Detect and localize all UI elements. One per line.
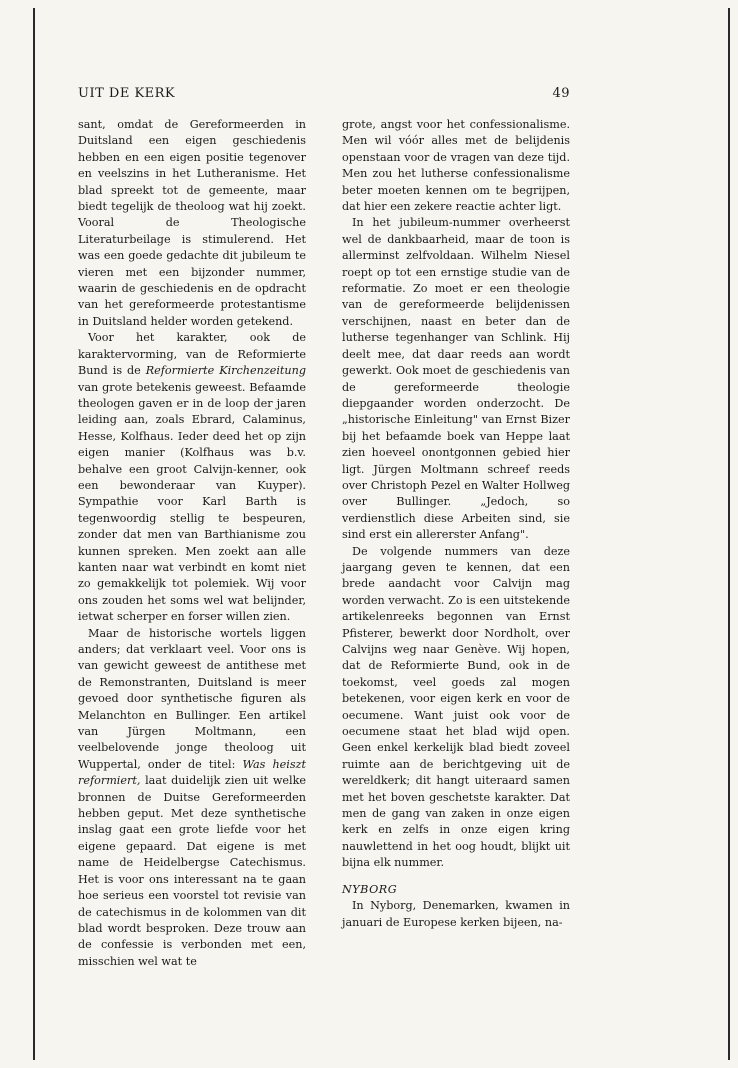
left-column <box>78 117 306 970</box>
text-run: Voor het karakter, ook de karaktervorming, van de Reformierte Bund is de <box>78 331 306 378</box>
text-run: Maar de historische wortels liggen anders; dat verklaart veel. Voor ons is van gewicht geweest de antithese met de Remonstranten, Duitsland is meer gevoed door synthetische figuren als Melanchton en Bullinger. Een artikel van Jürgen Moltmann, een veelbelovende jonge theoloog uit Wuppertal, onder de titel: <box>78 626 306 771</box>
italic-title: Was heiszt reformiert, <box>78 757 306 788</box>
page-number: 49 <box>552 86 570 101</box>
left-paragraph-1 <box>78 117 306 330</box>
running-title: UIT DE KERK <box>78 86 176 101</box>
right-paragraph-4: In Nyborg, Denemarken, kwamen in januari de Europese kerken bijeen, na- <box>342 899 570 929</box>
right-edge-line <box>728 8 730 1060</box>
text-run: laat duidelijk zien uit welke bronnen de Duitse Gereformeerden hebben geput. Met deze synthetische inslag gaat een grote liefde voor het eigene gepaard. Dat eigene is met name de Heidelbergse Catechismus. Het is voor ons interessant na te gaan hoe serieus een voorstel tot revisie van de catechismus in de kolommen van dit blad wordt besproken. Deze trouw aan de confessie is verbonden met een, misschien wel wat te <box>78 774 306 968</box>
italic-title: Reformierte Kirchenzeitung <box>145 364 306 378</box>
text-run: sant, omdat de Gereformeerden in Duitsland een eigen geschiedenis hebben en een eigen positie tegenover en veelszins in het Lutheranisme. Het blad spreekt tot de gemeente, maar biedt tegelijk de theoloog wat hij zoekt. Vooral de Theologische Literaturbeilage is stimulerend. Het was een goede gedachte dit jubileum te vieren met een bijzonder nummer, waarin de geschiedenis en de opdracht van het gereformeerde protestantisme in Duitsland helder worden getekend. <box>78 118 306 328</box>
left-edge-line <box>33 8 35 1060</box>
text-run: van grote betekenis geweest. Befaamde theologen gaven er in de loop der jaren leiding aan, zoals Ebrard, Calaminus, Hesse, Kolfhaus. Ieder deed het op zijn eigen manier (Kolfhaus was b.v. behalve een groot Calvijn-kenner, ook een bewonderaar van Kuyper). Sympathie voor Karl Barth is tegenwoordig stellig te bespeuren, zonder dat men van Barthianisme zou kunnen spreken. Men zoekt aan alle kanten naar wat verbindt en komt niet zo gemakkelijk tot polemiek. Wij voor ons zouden het soms wel wat belijnder, ietwat scherper en forser willen zien. <box>78 380 306 624</box>
right-paragraph-1: grote, angst voor het confessionalisme. Men wil vóór alles met de belijdenis openstaan voor de vragen van deze tijd. Men zou het lutherse confessionalisme beter moeten kennen om te begrijpen, dat hier een zekere reactie achter ligt. <box>342 118 570 214</box>
right-paragraph-3: De volgende nummers van deze jaargang geven te kennen, dat een brede aandacht voor Calvijn mag worden verwacht. Zo is een uitstekende artikelenreeks begonnen van Ernst Pfisterer, bewerkt door Nordholt, over Calvijns weg naar Genève. Wij hopen, dat de Reformierte Bund, ook in de toekomst, veel goeds zal mogen betekenen, voor eigen kerk en voor de oecumene. Want juist ook voor de oecumene staat het blad wijd open. Geen enkel kerkelijk blad biedt zoveel ruimte aan de berichtgeving uit de wereldkerk; dit hangt uiteraard samen met het boven geschetste karakter. Dat men de gang van zaken in onze eigen kerk en zelfs in onze eigen kring nauwlettend in het oog houdt, blijkt uit bijna elk nummer. <box>342 544 570 870</box>
left-paragraph-3 <box>78 626 306 971</box>
right-paragraph-2: In het jubileum-nummer overheerst wel de dankbaarheid, maar de toon is allerminst zelfvoldaan. Wilhelm Niesel roept op tot een ernstige studie van de reformatie. Zo moet er een theologie van de gereformeerde belijdenissen verschijnen, naast en beter dan de lutherse tegenhanger van Schlink. Hij deelt mee, dat daar reeds aan wordt gewerkt. Ook moet de geschiedenis van de gereformeerde theologie diepgaander worden onderzocht. De „historische Einleitung" van Ernst Bizer bij het befaamde boek van Heppe laat zien hoeveel onontgonnen gebied hier ligt. Jürgen Moltmann schreef reeds over Christoph Pezel en Walter Hollweg over Bullinger. „Jedoch, so verdienstlich diese Arbeiten sind, sie sind erst ein allererster Anfang". <box>342 216 570 542</box>
left-paragraph-2 <box>78 330 306 625</box>
section-heading: NYBORG <box>342 882 398 896</box>
right-column <box>342 117 570 931</box>
